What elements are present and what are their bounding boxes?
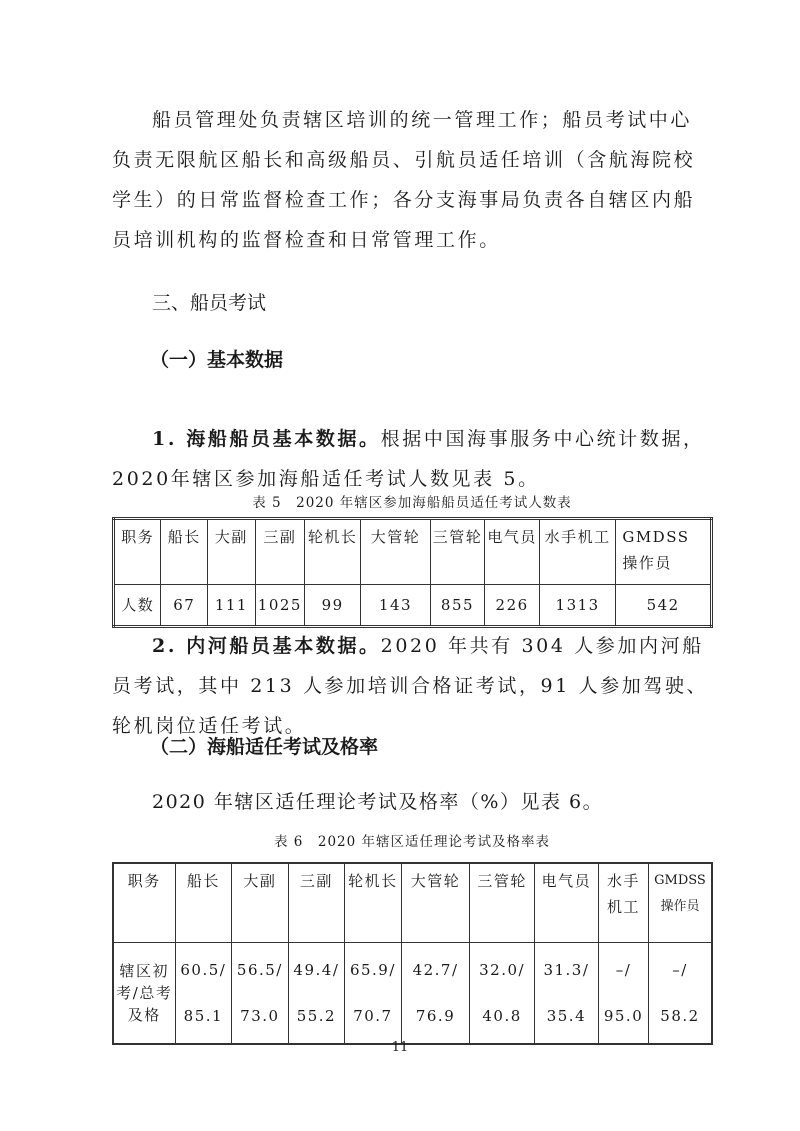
table5-header: 大副 [208, 519, 256, 585]
table6-intro: 2020 年辖区适任理论考试及格率（%）见表 6。 [152, 791, 604, 813]
table6-cell [175, 943, 232, 1045]
table6-caption: 表 6 2020 年辖区适任理论考试及格率表 [273, 834, 551, 850]
table6-cell [599, 943, 649, 1045]
table5-cell: 111 [208, 585, 256, 627]
table5-header: 轮机长 [304, 519, 360, 585]
first-rate: –/ [672, 961, 688, 979]
table6-cell [534, 943, 598, 1045]
table5-cell: 542 [616, 585, 712, 627]
table5-header: 三副 [255, 519, 304, 585]
table6-header: 船长 [175, 863, 232, 943]
table5-cell: 143 [361, 585, 430, 627]
intro-paragraph: 船员管理处负责辖区培训的统一管理工作；船员考试中心负责无限航区船长和高级船员、引航员适任培训（含航海院校学生）的日常监督检查工作；各分支海事局负责各自辖区内船员培训机构的监督检查和日常管理工作。 [112, 109, 696, 251]
table5-cell: 1025 [255, 585, 304, 627]
table6-header: 电气员 [534, 863, 598, 943]
table6-cell [401, 943, 470, 1045]
total-rate: 40.8 [482, 1007, 522, 1025]
item-inland-data [112, 626, 712, 746]
first-rate: 56.5/ [236, 961, 283, 979]
table5 [112, 517, 713, 628]
table6-cell [345, 943, 402, 1045]
table6-header: 水手机工 [599, 863, 649, 943]
table5-data-row [114, 585, 712, 627]
table5-header-row [114, 519, 712, 585]
table5-row-label: 人数 [114, 585, 161, 627]
table6-header: 三管轮 [470, 863, 534, 943]
total-rate: 55.2 [296, 1007, 337, 1025]
table6-cell [470, 943, 534, 1045]
table5-header: 职务 [114, 519, 161, 585]
total-rate: 35.4 [546, 1007, 587, 1025]
first-rate: 60.5/ [180, 961, 227, 979]
table6-header: 职务 [113, 863, 175, 943]
table6-header: 轮机长 [345, 863, 402, 943]
table6-header: 三副 [288, 863, 345, 943]
first-rate: 49.4/ [293, 961, 340, 979]
total-rate: 70.7 [353, 1007, 393, 1025]
item-lead: 2. 内河船员基本数据。 [152, 635, 381, 657]
table6-header: 大副 [232, 863, 289, 943]
table5-cell: 99 [304, 585, 360, 627]
first-rate: 31.3/ [543, 961, 590, 979]
table6-header: 大管轮 [401, 863, 470, 943]
table5-header: 水手机工 [539, 519, 615, 585]
item-lead: 1. 海船船员基本数据。 [152, 428, 381, 450]
first-rate: 65.9/ [349, 961, 396, 979]
item-seagoing-data [112, 419, 712, 499]
table5-caption: 表 5 2020 年辖区参加海船船员适任考试人数表 [252, 495, 572, 511]
table5-cell: 855 [430, 585, 485, 627]
table5-header: 船长 [161, 519, 208, 585]
total-rate: 58.2 [660, 1007, 700, 1025]
table5-cell: 1313 [539, 585, 615, 627]
total-rate: 76.9 [415, 1007, 456, 1025]
subsection-title-basic-data: （一）基本数据 [150, 349, 284, 371]
total-rate: 73.0 [240, 1007, 280, 1025]
table6-cell [288, 943, 345, 1045]
table6-header: GMDSS 操作员 [649, 863, 713, 943]
section-title: 三、船员考试 [152, 292, 267, 314]
item-text: 2020 年共有 304 人参加内河船员考试，其中 213 人参加培训合格证考试，91 人参加驾驶、轮机岗位适任考试。 [112, 635, 709, 737]
item-text: 根据中国海事服务中心统计数据，2020年辖区参加海船适任考试人数见表 5。 [112, 428, 705, 490]
subsection-title-pass-rate: （二）海船适任考试及格率 [150, 736, 379, 758]
table6-cell [232, 943, 289, 1045]
total-rate: 85.1 [183, 1007, 224, 1025]
table6-header-row [113, 863, 712, 943]
table5-header: 电气员 [485, 519, 540, 585]
first-rate: 32.0/ [479, 961, 526, 979]
table5-header: 大管轮 [361, 519, 430, 585]
table5-header: 三管轮 [430, 519, 485, 585]
total-rate: 95.0 [603, 1007, 644, 1025]
first-rate: –/ [615, 961, 632, 979]
table6 [112, 862, 713, 1045]
table5-header: GMDSS 操作员 [616, 519, 712, 585]
table6-data-row [113, 943, 712, 1045]
page-number: 11 [391, 1040, 409, 1055]
table6-cell [649, 943, 713, 1045]
table5-cell: 226 [485, 585, 540, 627]
table6-row-label: 辖区初考/总考及格 [113, 943, 175, 1045]
table5-cell: 67 [161, 585, 208, 627]
first-rate: 42.7/ [412, 961, 459, 979]
